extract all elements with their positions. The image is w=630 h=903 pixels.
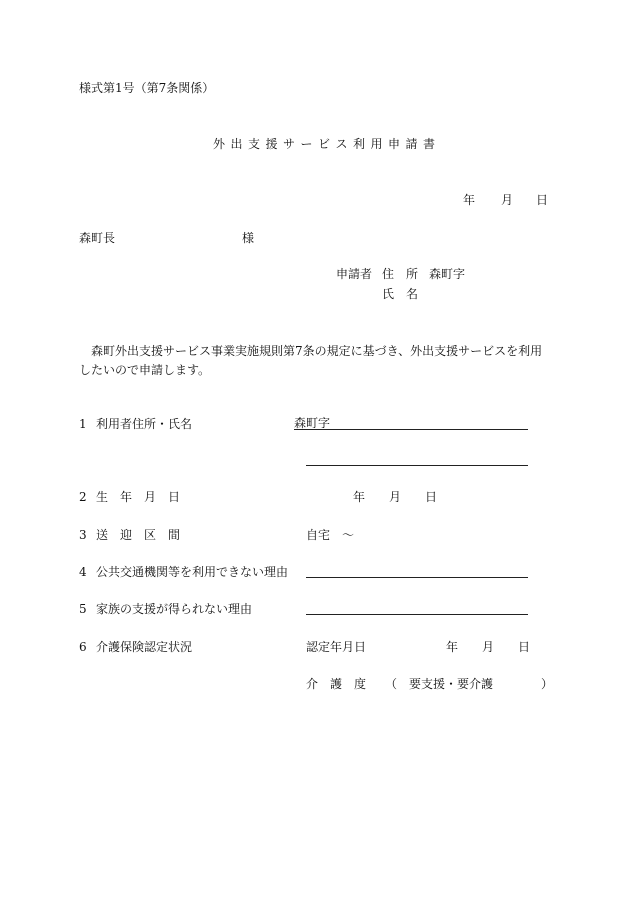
item6-cert-label: 認定年月日 [306,640,367,654]
item3-label: 送 迎 区 間 [96,528,181,542]
item4-number: 4 [79,565,87,579]
item2-month: 月 [389,490,402,504]
item1-address-line [294,429,528,430]
item2-year: 年 [353,490,366,504]
item4-label: 公共交通機関等を利用できない理由 [96,565,289,579]
addressee-honorific: 様 [242,231,255,245]
item6-number: 6 [79,640,87,654]
request-paragraph: 森町外出支援サービス事業実施規則第7条の規定に基づき、外出支援サービスを利用したいので申請します。 [79,344,543,377]
form-title: 外出支援サービス利用申請書 [213,137,441,151]
item2-number: 2 [79,490,87,504]
applicant-address-label: 住 所 [382,267,419,281]
item4-reason-line [306,577,528,578]
item5-label: 家族の支援が得られない理由 [96,602,253,616]
item6-label: 介護保険認定状況 [96,640,193,654]
item3-route-value: 自宅 ～ [306,528,355,542]
item5-number: 5 [79,602,87,616]
date-day: 日 [536,193,549,207]
item1-label: 利用者住所・氏名 [96,417,193,431]
item6-day: 日 [518,640,531,654]
item6-month: 月 [482,640,495,654]
applicant-address-value: 森町字 [429,267,466,281]
applicant-label: 申請者 [336,267,373,281]
item1-address-value: 森町字 [294,416,331,430]
item1-number: 1 [79,417,87,431]
date-month: 月 [501,193,514,207]
item2-label: 生 年 月 日 [96,490,181,504]
item1-name-line [306,465,528,466]
applicant-name-label: 氏 名 [382,287,419,301]
item2-day: 日 [425,490,438,504]
item6-care-value: （ 要支援・要介護 ） [385,677,554,691]
date-year: 年 [463,193,476,207]
item6-care-label: 介 護 度 [306,677,367,691]
form-number: 様式第1号（第7条関係） [79,81,215,95]
item6-year: 年 [446,640,459,654]
item3-number: 3 [79,528,87,542]
addressee-name: 森町長 [79,231,116,245]
item5-reason-line [306,614,528,615]
